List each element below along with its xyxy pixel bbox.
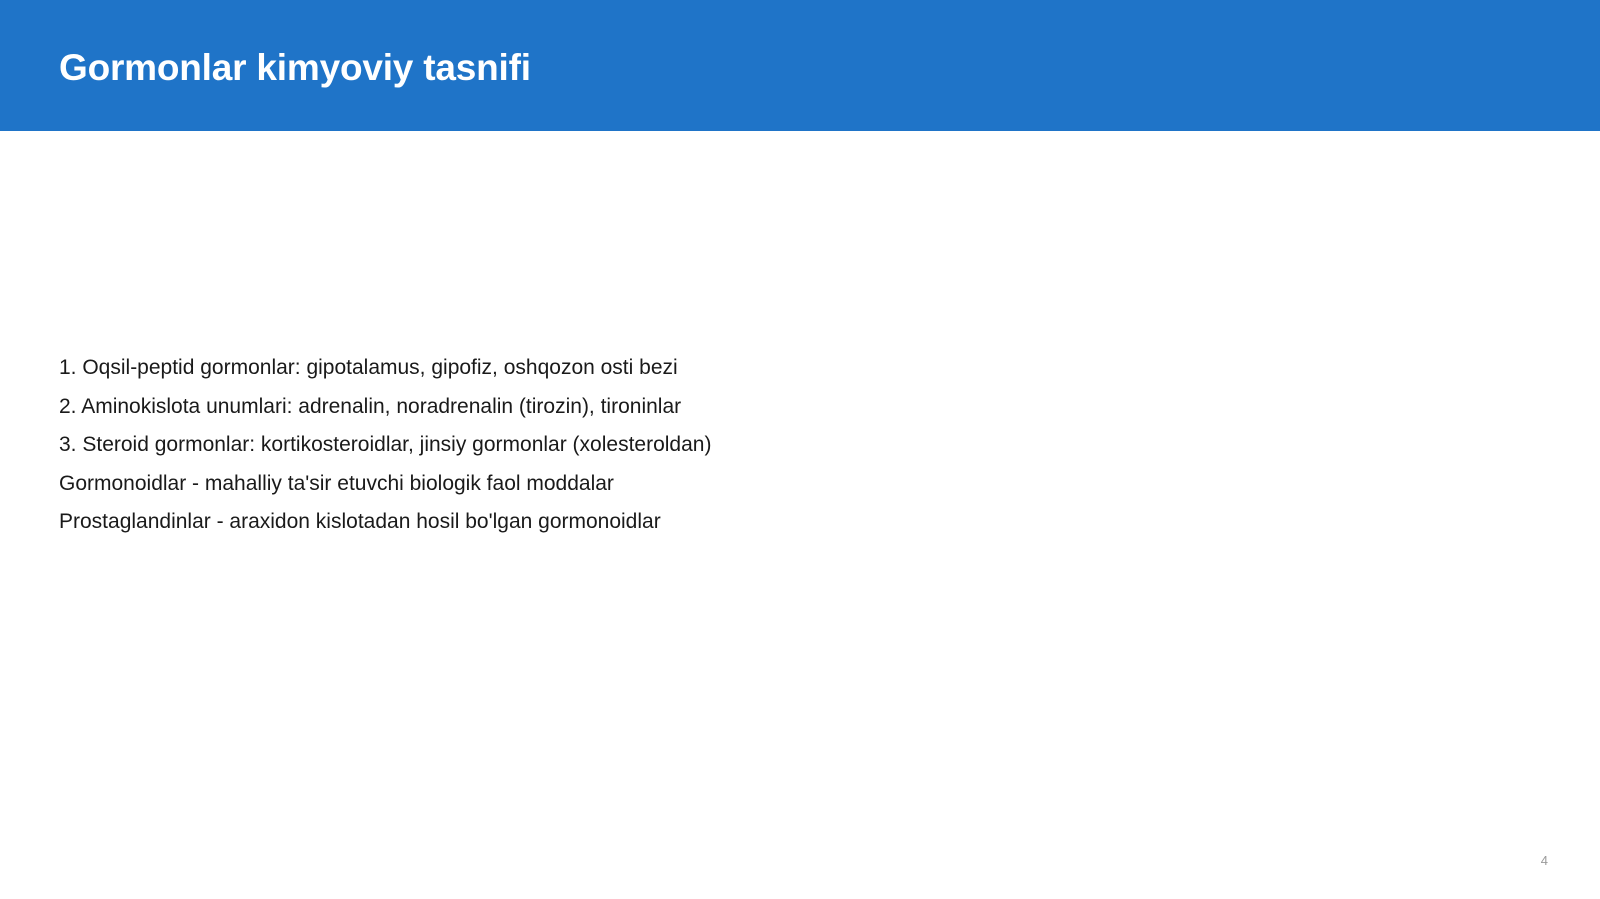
content-line: 1. Oqsil-peptid gormonlar: gipotalamus, gipofiz, oshqozon osti bezi xyxy=(59,356,678,379)
page-number: 4 xyxy=(1540,853,1548,868)
title-banner xyxy=(0,0,1600,131)
content-list xyxy=(59,349,711,542)
content-line: 3. Steroid gormonlar: kortikosteroidlar, jinsiy gormonlar (xolesteroldan) xyxy=(59,433,712,456)
content-line: 2. Aminokislota unumlari: adrenalin, noradrenalin (tirozin), tironinlar xyxy=(59,394,682,418)
slide-title: Gormonlar kimyoviy tasnifi xyxy=(59,47,531,88)
content-line: Prostaglandinlar - araxidon kislotadan hosil bo'lgan gormonoidlar xyxy=(59,510,661,533)
content-line: Gormonoidlar - mahalliy ta'sir etuvchi biologik faol moddalar xyxy=(59,471,614,495)
